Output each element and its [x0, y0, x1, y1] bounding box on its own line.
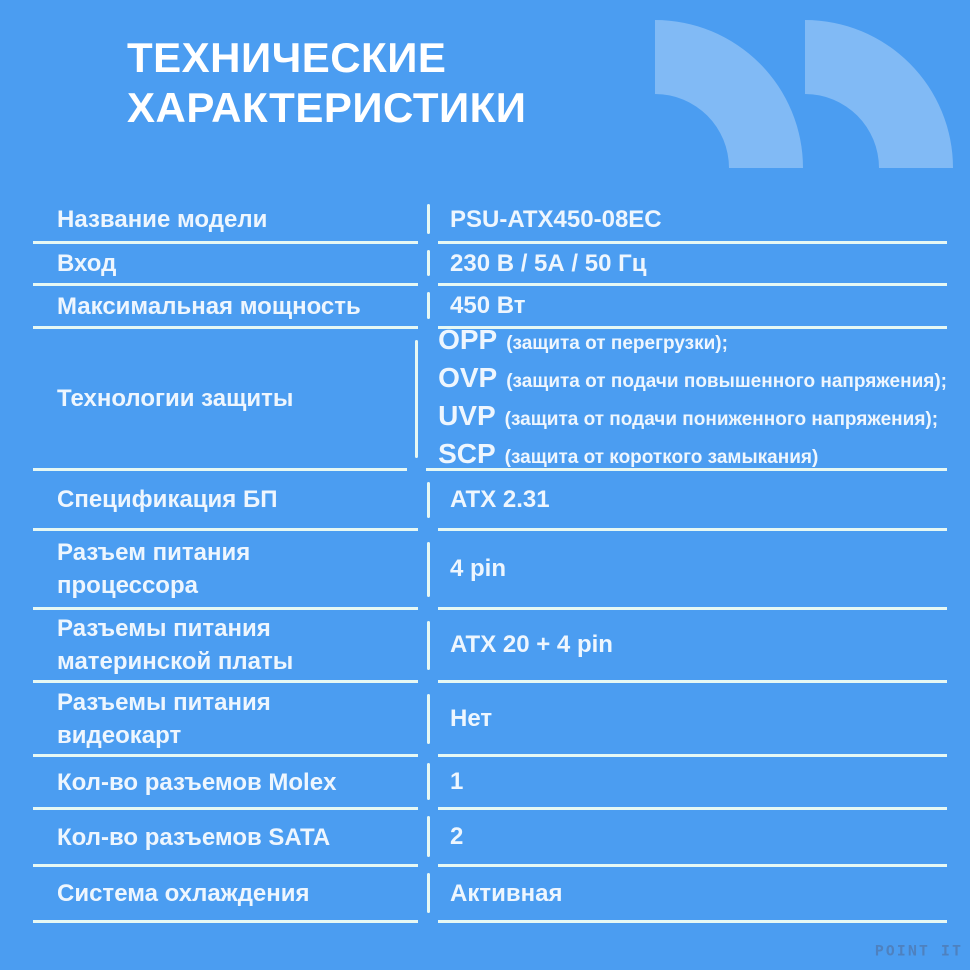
row-separator: [418, 683, 438, 757]
protection-desc: (защита от подачи пониженного напряжения);: [504, 408, 939, 430]
row-value: ATX 20 + 4 pin: [438, 610, 947, 683]
page-title-line1: ТЕХНИЧЕСКИЕ: [127, 34, 447, 81]
row-separator: [418, 531, 438, 610]
row-value: 230 В / 5А / 50 Гц: [438, 244, 947, 286]
protection-line: [438, 399, 938, 437]
row-label: Кол-во разъемов SATA: [33, 810, 418, 867]
protection-code: UVP: [438, 399, 496, 431]
protection-code: OVP: [438, 361, 498, 393]
watermark-logo: POINT IT: [874, 942, 963, 960]
row-label: Разъемы питания материнской платы: [33, 610, 418, 683]
spec-table: [33, 198, 947, 923]
separator-bar: [427, 482, 430, 518]
row-value: ATX 2.31: [438, 471, 947, 531]
table-row-molex-count: [33, 757, 947, 810]
table-row-cooling: [33, 867, 947, 923]
row-separator: [418, 471, 438, 531]
row-label: Технологии защиты: [33, 329, 407, 471]
table-row-model: [33, 198, 947, 244]
table-row-cpu-connector: [33, 531, 947, 610]
row-label: Спецификация БП: [33, 471, 418, 531]
separator-bar: [427, 204, 430, 234]
protection-desc: (защита от короткого замыкания): [504, 446, 819, 468]
page-title: [127, 33, 527, 133]
protection-line: [438, 323, 728, 361]
protection-desc: (защита от подачи повышенного напряжения);: [506, 370, 947, 392]
row-separator: [418, 244, 438, 286]
protection-line: [438, 361, 947, 399]
row-value: 1: [438, 757, 947, 810]
quote-quarter-ring-icon: [655, 20, 803, 168]
row-value: Нет: [438, 683, 947, 757]
row-value: [426, 323, 947, 471]
page-title-line2: ХАРАКТЕРИСТИКИ: [127, 84, 527, 131]
row-separator: [418, 810, 438, 867]
table-row-input: [33, 244, 947, 286]
row-separator: [407, 329, 426, 471]
separator-bar: [427, 694, 430, 744]
protection-line: [438, 437, 818, 475]
row-separator: [418, 198, 438, 244]
separator-bar: [427, 292, 430, 319]
table-row-gpu-connector: [33, 683, 947, 757]
protection-desc: (защита от перегрузки);: [506, 332, 728, 354]
row-label: Кол-во разъемов Molex: [33, 757, 418, 810]
row-value: 2: [438, 810, 947, 867]
protection-code: OPP: [438, 323, 498, 355]
row-value: PSU-ATX450-08EC: [438, 198, 947, 244]
separator-bar: [427, 250, 430, 276]
quote-quarter-ring-icon: [805, 20, 953, 168]
row-value: 450 Вт: [438, 286, 947, 329]
row-value: 4 pin: [438, 531, 947, 610]
separator-bar: [427, 873, 430, 913]
table-row-motherboard-connector: [33, 610, 947, 683]
separator-bar: [427, 816, 430, 857]
row-separator: [418, 286, 438, 329]
separator-bar: [415, 340, 418, 458]
row-separator: [418, 610, 438, 683]
row-separator: [418, 757, 438, 810]
row-label: Максимальная мощность: [33, 286, 418, 329]
row-label: Название модели: [33, 198, 418, 244]
table-row-protections: [33, 323, 947, 471]
separator-bar: [427, 621, 430, 670]
row-separator: [418, 867, 438, 923]
separator-bar: [427, 763, 430, 800]
row-label: Разъемы питания видеокарт: [33, 683, 418, 757]
table-row-atx-spec: [33, 471, 947, 531]
separator-bar: [427, 542, 430, 597]
row-label: Разъем питания процессора: [33, 531, 418, 610]
row-label: Система охлаждения: [33, 867, 418, 923]
row-value: Активная: [438, 867, 947, 923]
protection-code: SCP: [438, 437, 496, 469]
table-row-sata-count: [33, 810, 947, 867]
row-label: Вход: [33, 244, 418, 286]
